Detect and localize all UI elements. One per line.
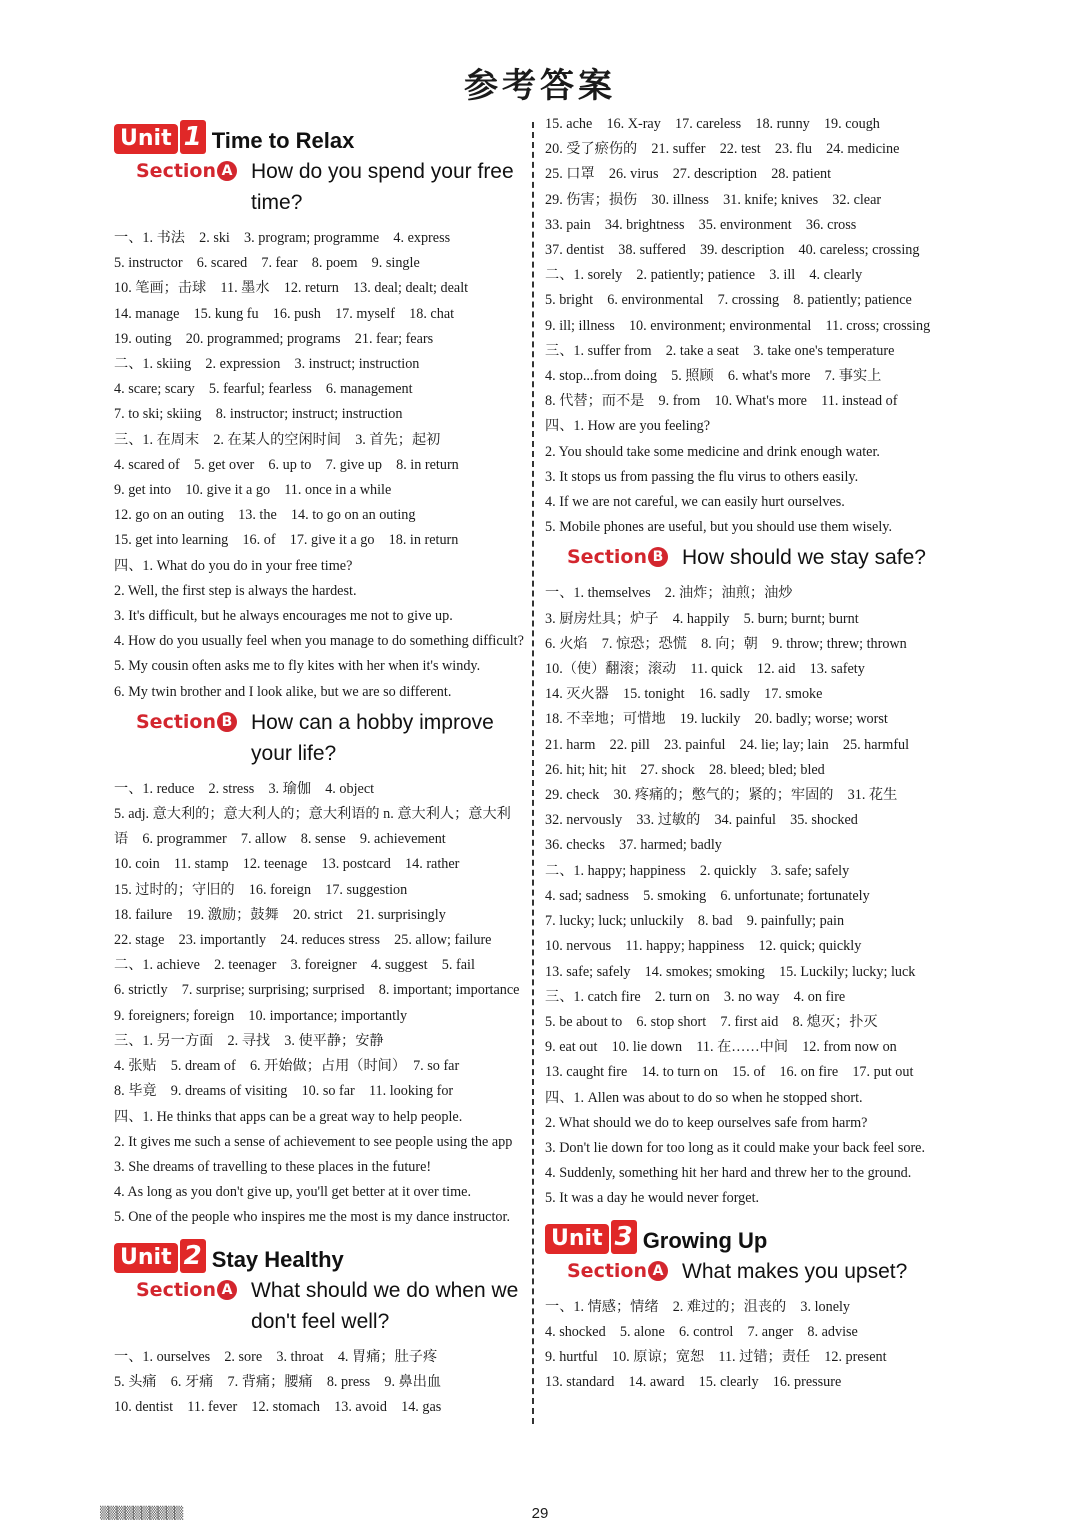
unit-heading: [114, 1233, 524, 1273]
answer-line: 14. 灭火器 15. tonight 16. sadly 17. smoke: [545, 686, 823, 703]
section-title: How should we stay safe?: [682, 546, 926, 570]
section-title: How can a hobby improve your life?: [251, 710, 494, 765]
right-column: [545, 112, 955, 1395]
answer-line: 15. ache 16. X-ray 17. careless 18. runny 19. cough: [545, 116, 880, 132]
answer-line: 4. stop...from doing 5. 照顾 6. what's more 7. 事实上: [545, 368, 882, 385]
answer-line: 5. instructor 6. scared 7. fear 8. poem 9. single: [114, 255, 420, 272]
answer-line: 三、1. catch fire 2. turn on 3. no way 4. on fire: [545, 988, 846, 1005]
section-title: How do you spend your free time?: [251, 160, 514, 214]
answer-line: 三、1. suffer from 2. take a seat 3. take one's temperature: [545, 342, 895, 359]
section-heading: [545, 1256, 955, 1287]
answer-line: 21. harm 22. pill 23. painful 24. lie; lay; lain 25. harmful: [545, 736, 910, 753]
answer-line: 3. Don't lie down for too long as it could make your back feel sore.: [545, 1139, 926, 1156]
answer-line: 8. 代替；而不是 9. from 10. What's more 11. instead of: [545, 393, 898, 410]
answer-line: 13. caught fire 14. to turn on 15. of 16. on fire 17. put out: [545, 1064, 914, 1081]
section-letter-badge: A: [217, 1280, 237, 1300]
answer-line: 12. go on an outing 13. the 14. to go on an outing: [114, 507, 416, 524]
answer-line: 4. scare; scary 5. fearful; fearless 6. management: [114, 381, 413, 398]
unit-title: Stay Healthy: [211, 1246, 344, 1272]
section-title: What makes you upset?: [682, 1259, 908, 1283]
answer-line: 10. 笔画；击球 11. 墨水 12. return 13. deal; dealt; dealt: [114, 280, 469, 297]
answer-line: 36. checks 37. harmed; badly: [545, 837, 722, 854]
answer-line: 四、1. What do you do in your free time?: [114, 557, 353, 574]
unit-badge: Unit: [114, 124, 178, 154]
answer-line: 4. If we are not careful, we can easily hurt ourselves.: [545, 494, 845, 511]
answer-line: 一、1. ourselves 2. sore 3. throat 4. 胃痛；肚子疼: [114, 1348, 438, 1365]
page-number: 29: [531, 1505, 549, 1522]
unit-badge: Unit: [545, 1224, 609, 1254]
answer-line: 3. It's difficult, but he always encourages me not to give up.: [114, 608, 453, 625]
section-word: Section: [136, 160, 217, 182]
section-word: Section: [567, 546, 648, 569]
answer-line: 10. coin 11. stamp 12. teenage 13. postcard 14. rather: [114, 856, 460, 873]
answer-line: 5. Mobile phones are useful, but you should use them wisely.: [545, 519, 893, 536]
answer-line: 6. strictly 7. surprise; surprising; surprised 8. important; importance: [114, 982, 520, 999]
answer-line: 4. 张贴 5. dream of 6. 开始做；占用（时间） 7. so far: [114, 1058, 460, 1075]
answer-line: 2. It gives me such a sense of achievement to see people using the app: [114, 1133, 513, 1150]
section-heading: [114, 707, 524, 769]
answer-line: 四、1. How are you feeling?: [545, 418, 711, 435]
answer-line: 10.（使）翻滚；滚动 11. quick 12. aid 13. safety: [545, 661, 865, 678]
unit-title: Growing Up: [642, 1227, 768, 1253]
section-label: [567, 542, 668, 572]
answer-line: 29. 伤害；损伤 30. illness 31. knife; knives 32. clear: [545, 191, 882, 208]
answer-line: 2. You should take some medicine and drink enough water.: [545, 443, 880, 460]
section-letter-badge: B: [648, 547, 668, 567]
answer-line: 5. 头痛 6. 牙痛 7. 背痛；腰痛 8. press 9. 鼻出血: [114, 1373, 442, 1390]
section-word: Section: [136, 710, 217, 733]
answer-line: 26. hit; hit; hit 27. shock 28. bleed; bled; bled: [545, 761, 825, 778]
answer-line: 二、1. achieve 2. teenager 3. foreigner 4. suggest 5. fail: [114, 957, 475, 974]
answer-line: 一、1. 书法 2. ski 3. program; programme 4. express: [114, 230, 451, 246]
answer-line: 13. standard 14. award 15. clearly 16. pressure: [545, 1374, 842, 1391]
answer-line: 25. 口罩 26. virus 27. description 28. patient: [545, 166, 832, 183]
answer-line: 4. sad; sadness 5. smoking 6. unfortunate; fortunately: [545, 887, 870, 904]
section-letter-badge: A: [217, 161, 237, 181]
unit-badge: Unit: [114, 1243, 178, 1273]
answer-line: 一、1. reduce 2. stress 3. 瑜伽 4. object: [114, 780, 375, 797]
answer-line: 9. hurtful 10. 原谅；宽恕 11. 过错；责任 12. present: [545, 1348, 887, 1365]
section-heading: [545, 542, 955, 573]
column-divider: [532, 122, 534, 1424]
answer-line: 一、1. themselves 2. 油炸；油煎；油炒: [545, 585, 793, 602]
answer-line: 4. shocked 5. alone 6. control 7. anger 8. advise: [545, 1323, 858, 1340]
answer-line: 5. It was a day he would never forget.: [545, 1190, 760, 1207]
answer-line: 10. dentist 11. fever 12. stomach 13. avoid 14. gas: [114, 1398, 442, 1415]
section-word: Section: [567, 1259, 648, 1282]
answer-line: 四、1. Allen was about to do so when he stopped short.: [545, 1089, 863, 1106]
answer-line: 7. to ski; skiing 8. instructor; instruct; instruction: [114, 406, 403, 423]
left-column: [114, 112, 524, 1420]
answer-line: 9. ill; illness 10. environment; environmental 11. cross; crossing: [545, 317, 931, 334]
answer-line: 10. nervous 11. happy; happiness 12. quick; quickly: [545, 938, 862, 955]
answer-line: 6. 火焰 7. 惊恐；恐慌 8. 向；朝 9. throw; threw; thrown: [545, 635, 907, 652]
answer-line: 13. safe; safely 14. smokes; smoking 15. Luckily; lucky; luck: [545, 963, 916, 980]
answer-line: 29. check 30. 疼痛的；憋气的；紧的；牢固的 31. 花生: [545, 787, 898, 804]
answer-line: 一、1. 情感；情绪 2. 难过的；沮丧的 3. lonely: [545, 1298, 851, 1315]
answer-line: 2. Well, the first step is always the hardest.: [114, 582, 357, 599]
answer-line: 19. outing 20. programmed; programs 21. fear; fears: [114, 330, 434, 347]
section-letter-badge: B: [217, 712, 237, 732]
answer-line: 8. 毕竟 9. dreams of visiting 10. so far 11. looking for: [114, 1083, 454, 1100]
answer-line: 3. 厨房灶具；炉子 4. happily 5. burn; burnt; burnt: [545, 610, 859, 627]
answer-line: 33. pain 34. brightness 35. environment 36. cross: [545, 216, 857, 233]
answer-line: 5. adj. 意大利的；意大利人的；意大利语的 n. 意大利人；意大利语 6. programmer 7. allow 8. sense 9. achievement: [114, 806, 511, 848]
page-title: 参考答案: [464, 66, 616, 106]
answer-line: 9. foreigners; foreign 10. importance; importantly: [114, 1007, 408, 1024]
answer-line: 5. My cousin often asks me to fly kites with her when it's windy.: [114, 658, 481, 675]
answer-line: 3. It stops us from passing the flu virus to others easily.: [545, 468, 859, 485]
answer-line: 5. bright 6. environmental 7. crossing 8. patiently; patience: [545, 292, 912, 309]
section-heading: [114, 156, 524, 218]
answer-line: 20. 受了瘀伤的 21. suffer 22. test 23. flu 24. medicine: [545, 141, 900, 158]
section-title: What should we do when we don't feel well?: [251, 1278, 519, 1333]
unit-title: Time to Relax: [211, 128, 355, 153]
unit-heading: [114, 114, 524, 154]
answer-line: 三、1. 另一方面 2. 寻找 3. 使平静；安静: [114, 1032, 384, 1049]
answer-line: 9. eat out 10. lie down 11. 在……中间 12. from now on: [545, 1039, 897, 1056]
answer-line: 14. manage 15. kung fu 16. push 17. myself 18. chat: [114, 305, 455, 322]
answer-line: 15. 过时的；守旧的 16. foreign 17. suggestion: [114, 881, 408, 898]
answer-line: 7. lucky; luck; unluckily 8. bad 9. painfully; pain: [545, 913, 845, 930]
answer-line: 二、1. happy; happiness 2. quickly 3. safe; safely: [545, 862, 850, 879]
answer-line: 18. 不幸地；可惜地 19. luckily 20. badly; worse; worst: [545, 711, 888, 728]
answer-line: 32. nervously 33. 过敏的 34. painful 35. shocked: [545, 812, 858, 829]
answer-line: 二、1. skiing 2. expression 3. instruct; instruction: [114, 356, 420, 373]
section-label: [136, 707, 237, 737]
answer-line: 4. Suddenly, something hit her hard and threw her to the ground.: [545, 1165, 912, 1182]
section-label: [136, 1275, 237, 1305]
answer-line: 22. stage 23. importantly 24. reduces stress 25. allow; failure: [114, 932, 492, 949]
answer-line: 三、1. 在周末 2. 在某人的空闲时间 3. 首先；起初: [114, 431, 441, 448]
section-heading: [114, 1275, 524, 1337]
footer-watermark-scribble: ▒▒▒▒▒▒▒▒▒▒: [100, 1506, 183, 1520]
section-word: Section: [136, 1278, 217, 1301]
answer-line: 2. What should we do to keep ourselves safe from harm?: [545, 1114, 868, 1131]
answer-line: 4. As long as you don't give up, you'll get better at it over time.: [114, 1184, 471, 1201]
answer-line: 37. dentist 38. suffered 39. description 40. careless; crossing: [545, 242, 920, 259]
section-label: [567, 1256, 668, 1286]
answer-line: 18. failure 19. 激励；鼓舞 20. strict 21. surprisingly: [114, 906, 446, 923]
answer-line: 5. One of the people who inspires me the most is my dance instructor.: [114, 1209, 510, 1226]
unit-number: 1: [180, 120, 206, 154]
unit-number: 3: [611, 1220, 637, 1254]
answer-line: 二、1. sorely 2. patiently; patience 3. ill 4. clearly: [545, 267, 863, 284]
answer-line: 6. My twin brother and I look alike, but we are so different.: [114, 683, 452, 700]
answer-line: 5. be about to 6. stop short 7. first aid 8. 熄灭；扑灭: [545, 1013, 878, 1030]
answer-line: 4. scared of 5. get over 6. up to 7. give up 8. in return: [114, 456, 459, 473]
section-label: [136, 156, 237, 186]
answer-line: 4. How do you usually feel when you manage to do something difficult?: [114, 633, 524, 650]
answer-line: 15. get into learning 16. of 17. give it a go 18. in return: [114, 532, 459, 549]
answer-line: 9. get into 10. give it a go 11. once in a while: [114, 482, 392, 499]
unit-heading: [545, 1214, 955, 1254]
section-letter-badge: A: [648, 1261, 668, 1281]
unit-number: 2: [180, 1239, 206, 1273]
answer-line: 四、1. He thinks that apps can be a great way to help people.: [114, 1108, 463, 1125]
answer-line: 3. She dreams of travelling to these places in the future!: [114, 1158, 432, 1175]
